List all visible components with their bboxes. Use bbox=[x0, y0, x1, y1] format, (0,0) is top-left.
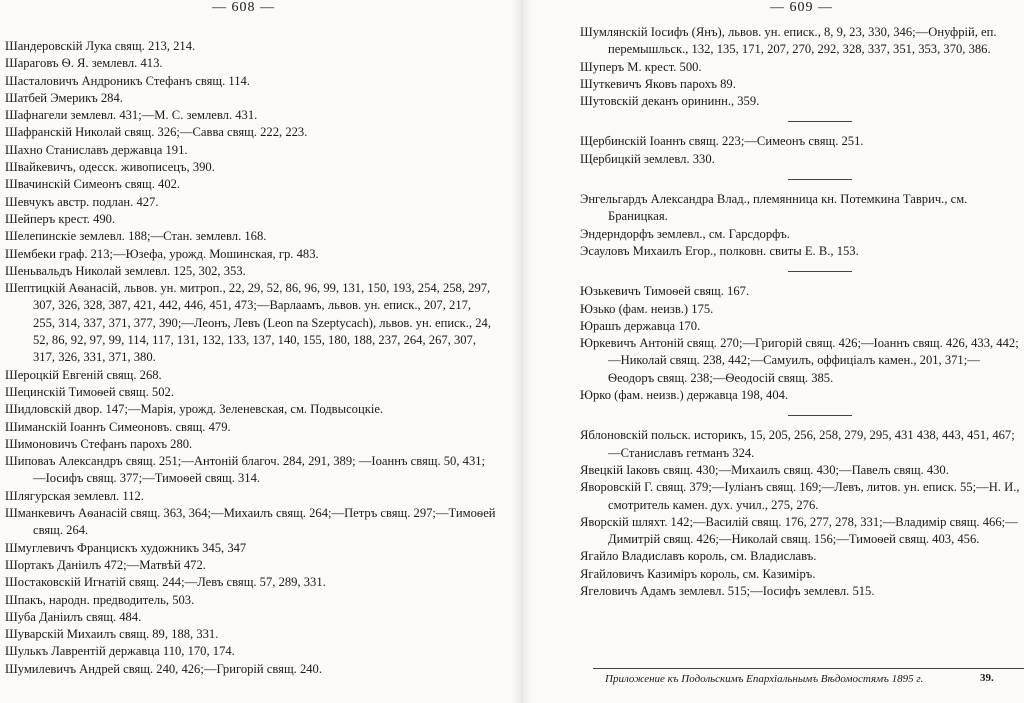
index-entry: Шуперъ М. крест. 500. bbox=[580, 59, 702, 74]
letter-group bbox=[580, 133, 1024, 168]
index-entry: Юзько (фам. неизв.) 175. bbox=[580, 301, 714, 316]
index-entry: Эндерндорфъ землевл., см. Гарсдорфъ. bbox=[580, 226, 790, 241]
index-entry: Шасталовичъ Андроникъ Стефанъ свящ. 114. bbox=[5, 73, 250, 88]
index-entry: Яворскій шляхт. 142;—Василій свящ. 176, 277, 278, 331;—Владимір свящ. 466;—Димитрій свящ. 426;—Николай свящ. 156;—Тимоѳей свящ. 403, 456. bbox=[580, 514, 1018, 547]
index-entry: Явецкій Іаковъ свящ. 430;—Михаилъ свящ. 430;—Павелъ свящ. 430. bbox=[580, 462, 949, 477]
index-entry: Шафранскій Николай свящ. 326;—Савва свящ. 222, 223. bbox=[5, 125, 308, 140]
index-entry: Шулькъ Лаврентій державца 110, 170, 174. bbox=[5, 644, 235, 659]
index-entry: Щербицкій землевл. 330. bbox=[580, 151, 715, 166]
page-number-left: — 608 — bbox=[212, 0, 275, 15]
index-entry: Шумилевичъ Андрей свящ. 240, 426;—Григорій свящ. 240. bbox=[5, 661, 322, 676]
index-entry: Щербинскій Іоаннъ свящ. 223;—Симеонъ свящ. 251. bbox=[580, 134, 864, 149]
index-entry: Шумлянскій Іосифъ (Янъ), львов. ун. епиcк., 8, 9, 23, 330, 346;—Онуфрій, еп. перемышльск., 132, 135, 171, 207, 270, 292, 328, 337, 351, 353, 370, 386. bbox=[580, 25, 997, 57]
index-entry: Шецинскій Тимоѳей свящ. 502. bbox=[5, 384, 174, 399]
index-entry: Шиманскій Іоаннъ Симеоновъ. свящ. 479. bbox=[5, 419, 231, 434]
right-page bbox=[545, 0, 1024, 703]
index-entry: Юрашъ державца 170. bbox=[580, 318, 701, 333]
index-entry: Шортакъ Даніилъ 472;—Матвѣй 472. bbox=[5, 557, 206, 572]
index-entry: Шатбей Эмерикъ 284. bbox=[5, 90, 123, 105]
index-entry: Ягеловичъ Адамъ землевл. 515;—Іосифъ землевл. 515. bbox=[580, 584, 875, 599]
footer-text: Приложение къ Подольскимъ Епархіальнымъ Вѣдомостямъ 1895 г. bbox=[605, 673, 924, 685]
index-entry: Шараговъ Ѳ. Я. землевл. 413. bbox=[5, 56, 163, 71]
left-page bbox=[0, 0, 500, 703]
index-entry: Шафнагели землевл. 431;—М. С. землевл. 431. bbox=[5, 108, 258, 123]
index-entry: Энгельгардъ Александра Влад., племянница кн. Потемкина Таврич., см. Браницкая. bbox=[580, 192, 968, 224]
index-entry: Ягайло Владиславъ король, см. Владиславъ. bbox=[580, 549, 817, 564]
page-number-right: — 609 — bbox=[770, 0, 833, 15]
index-entry: Шпакъ, народн. предводитель, 503. bbox=[5, 592, 195, 607]
index-entry: Шидловскій двор. 147;—Марія, урожд. Зеленевская, см. Подвысоцкіе. bbox=[5, 402, 384, 417]
footer-number: 39. bbox=[980, 672, 994, 684]
index-entry: Шевчукъ австр. подлан. 427. bbox=[5, 194, 159, 209]
index-entry: Шимоновичъ Стефанъ парохъ 280. bbox=[5, 436, 193, 451]
index-entry: Юрко (фам. неизв.) державца 198, 404. bbox=[580, 388, 789, 403]
index-entry: Шептицкій Аѳанасій, львов. ун. митроп., 22, 29, 52, 86, 96, 99, 131, 150, 193, 254, 258, 297, 307, 326, 328, 387, 421, 442, 446, 451, 473;—Варлаамъ, львов. ун. епиcк., 207, 217, 255, 314, 337, 371, 377, 390;—Леонъ, Левъ (Leon na Szeptycach), львов. ун. епиcк., 24, 52, 86, 92, 97, 99, 114, 117, 131, 132, 133, 137, 140, 155, 180, 188, 237, 264, 267, 307, 317, 326, 331, 371, 380. bbox=[5, 281, 491, 365]
index-entry: Яблоновскій польск. историкъ, 15, 205, 256, 258, 279, 295, 431 438, 443, 451, 467;—Станиславъ гетманъ 324. bbox=[580, 428, 1015, 460]
index-entry: Яворовскій Г. свящ. 379;—Іуліанъ свящ. 169;—Левъ, литов. ун. еписк. 55;—Н. И., смотритель камен. дух. учил., 275, 276. bbox=[580, 480, 1020, 512]
index-entry: Шиповаъ Александръ свящ. 251;—Антоній благоч. 284, 291, 389; —Іоаннъ свящ. 50, 431;—Іосифъ свящ. 377;—Тимоѳей свящ. 314. bbox=[5, 454, 486, 486]
index-entry: Шманкевичъ Аѳанасій свящ. 363, 364;—Михаилъ свящ. 264;—Петръ свящ. 297;—Тимоѳей свящ. 264. bbox=[5, 506, 496, 538]
section-divider bbox=[788, 271, 852, 272]
index-entry: Шуткевичъ Яковъ парохъ 89. bbox=[580, 76, 736, 91]
index-entry: Шуварскій Михаилъ свящ. 89, 188, 331. bbox=[5, 627, 219, 642]
index-entry: Юркевичъ Антоній свящ. 270;—Григорій свящ. 426;—Іоаннъ свящ. 426, 433, 442;—Николай свящ. 238, 442;—Самуилъ, оффиціалъ камен., 201, 371;—Ѳеодоръ свящ. 238;—Ѳеодосій свящ. 385. bbox=[580, 336, 1019, 385]
letter-group bbox=[580, 24, 1024, 110]
index-entry: Шостаковскій Игнатій свящ. 244;—Левъ свящ. 57, 289, 331. bbox=[5, 575, 326, 590]
index-entry: Шейперъ крест. 490. bbox=[5, 211, 116, 226]
index-entries-right bbox=[580, 24, 1024, 600]
section-divider bbox=[788, 179, 852, 180]
book-gutter bbox=[512, 0, 532, 703]
index-entry: Швачинскій Симеонъ свящ. 402. bbox=[5, 177, 181, 192]
index-entries-left bbox=[5, 38, 496, 678]
section-divider bbox=[788, 415, 852, 416]
index-entry: Шуба Даніилъ свящ. 484. bbox=[5, 609, 142, 624]
index-entry: Шандеровскій Лука свящ. 213, 214. bbox=[5, 39, 196, 53]
index-entry: Шахно Станиславъ державца 191. bbox=[5, 142, 188, 157]
index-entry: Шлягурская землевл. 112. bbox=[5, 488, 144, 503]
index-entry: Швайкевичъ, одесск. живописецъ, 390. bbox=[5, 160, 215, 175]
index-entry: Юзькевичъ Тимоѳей свящ. 167. bbox=[580, 284, 750, 299]
letter-group bbox=[580, 191, 1024, 260]
index-entry: Эсауловъ Михаилъ Егор., полковн. свиты Е. В., 153. bbox=[580, 243, 859, 258]
index-entry: Шероцкій Евгеній свящ. 268. bbox=[5, 367, 162, 382]
section-divider bbox=[788, 121, 852, 122]
index-entry: Шембеки граф. 213;—Юзефа, урожд. Мошинская, гр. 483. bbox=[5, 246, 319, 261]
index-entry: Шутовскій деканъ орининн., 359. bbox=[580, 94, 760, 109]
index-entry: Шмуглевичъ Францискъ художникъ 345, 347 bbox=[5, 540, 247, 555]
index-entry: Шелепинскіе землевл. 188;—Стан. землевл. 168. bbox=[5, 229, 267, 244]
index-entry: Ягайловичъ Казиміръ король, см. Казиміръ. bbox=[580, 566, 816, 581]
footer-rule bbox=[593, 668, 1024, 669]
letter-group bbox=[580, 427, 1024, 600]
letter-group bbox=[580, 283, 1024, 404]
index-entry: Шеньвальдъ Николай землевл. 125, 302, 353. bbox=[5, 263, 246, 278]
